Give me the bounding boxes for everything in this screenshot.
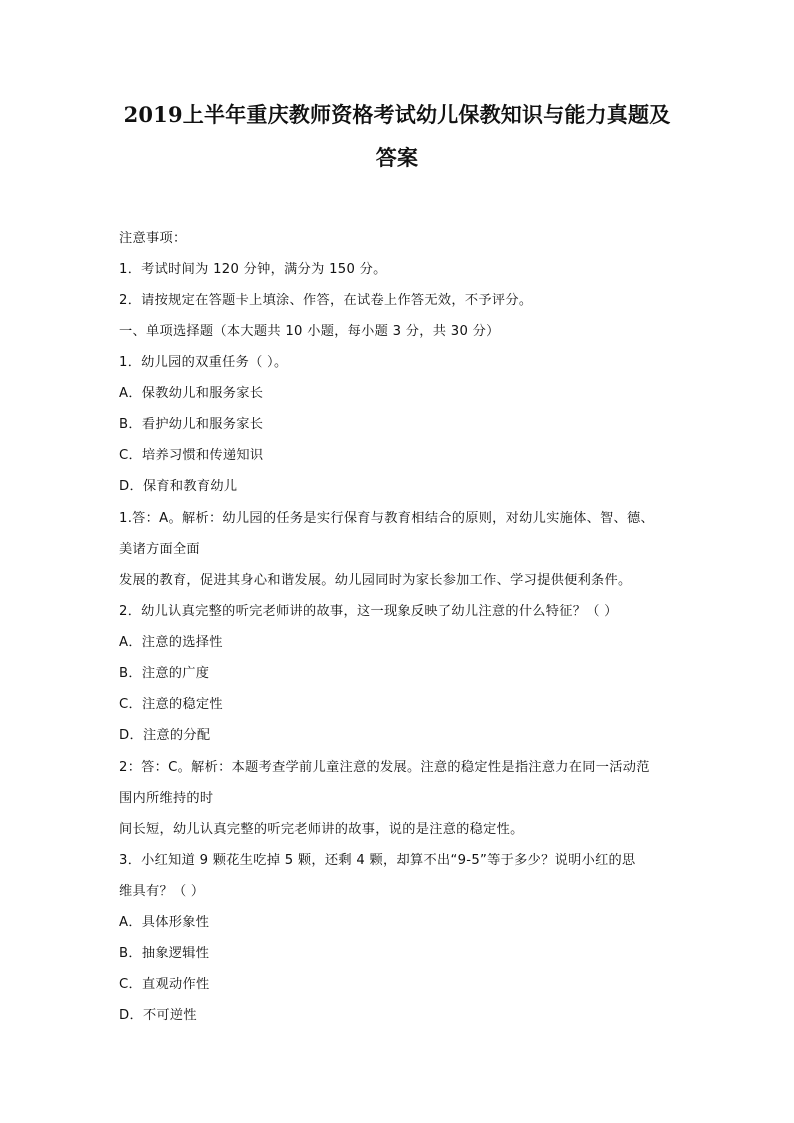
answer-explanation: 围内所维持的时 — [119, 791, 214, 806]
document-title-line-2: 答案 — [375, 145, 419, 170]
question-option: D．不可逆性 — [119, 1008, 197, 1023]
note-item: 2．请按规定在答题卡上填涂、作答，在试卷上作答无效，不予评分。 — [119, 293, 533, 308]
answer-explanation: 间长短，幼儿认真完整的听完老师讲的故事，说的是注意的稳定性。 — [119, 822, 524, 837]
answer-explanation: 1.答：A。解析：幼儿园的任务是实行保育与教育相结合的原则，对幼儿实施体、智、德、 — [119, 511, 655, 526]
answer-explanation: 发展的教育，促进其身心和谐发展。幼儿园同时为家长参加工作、学习提供便利条件。 — [119, 573, 632, 588]
question-option: D．注意的分配 — [119, 728, 211, 743]
question-option: B．看护幼儿和服务家长 — [119, 417, 264, 432]
answer-explanation: 美诸方面全面 — [119, 542, 200, 557]
question-stem: 1．幼儿园的双重任务（ ）。 — [119, 355, 288, 370]
section-heading: 一、单项选择题（本大题共 10 小题，每小题 3 分，共 30 分） — [119, 324, 500, 339]
question-stem: 3．小红知道 9 颗花生吃掉 5 颗，还剩 4 颗，却算不出“9-5”等于多少？说明小红的思 — [119, 853, 636, 868]
question-option: A．保教幼儿和服务家长 — [119, 386, 264, 401]
question-option: C．培养习惯和传递知识 — [119, 448, 264, 463]
document-title-line-1: 2019上半年重庆教师资格考试幼儿保教知识与能力真题及 — [123, 102, 671, 127]
notes-heading: 注意事项： — [119, 231, 187, 246]
question-option: D．保育和教育幼儿 — [119, 479, 238, 494]
note-item: 1．考试时间为 120 分钟，满分为 150 分。 — [119, 262, 387, 277]
question-option: C．直观动作性 — [119, 977, 210, 992]
question-stem-continuation: 维具有？（ ） — [119, 884, 205, 899]
question-option: B．抽象逻辑性 — [119, 946, 210, 961]
question-stem: 2．幼儿认真完整的听完老师讲的故事，这一现象反映了幼儿注意的什么特征？（ ） — [119, 604, 618, 619]
question-option: A．具体形象性 — [119, 915, 210, 930]
question-option: A．注意的选择性 — [119, 635, 223, 650]
answer-explanation: 2：答：C。解析：本题考查学前儿童注意的发展。注意的稳定性是指注意力在同一活动范 — [119, 760, 650, 775]
question-option: B．注意的广度 — [119, 666, 210, 681]
question-option: C．注意的稳定性 — [119, 697, 223, 712]
